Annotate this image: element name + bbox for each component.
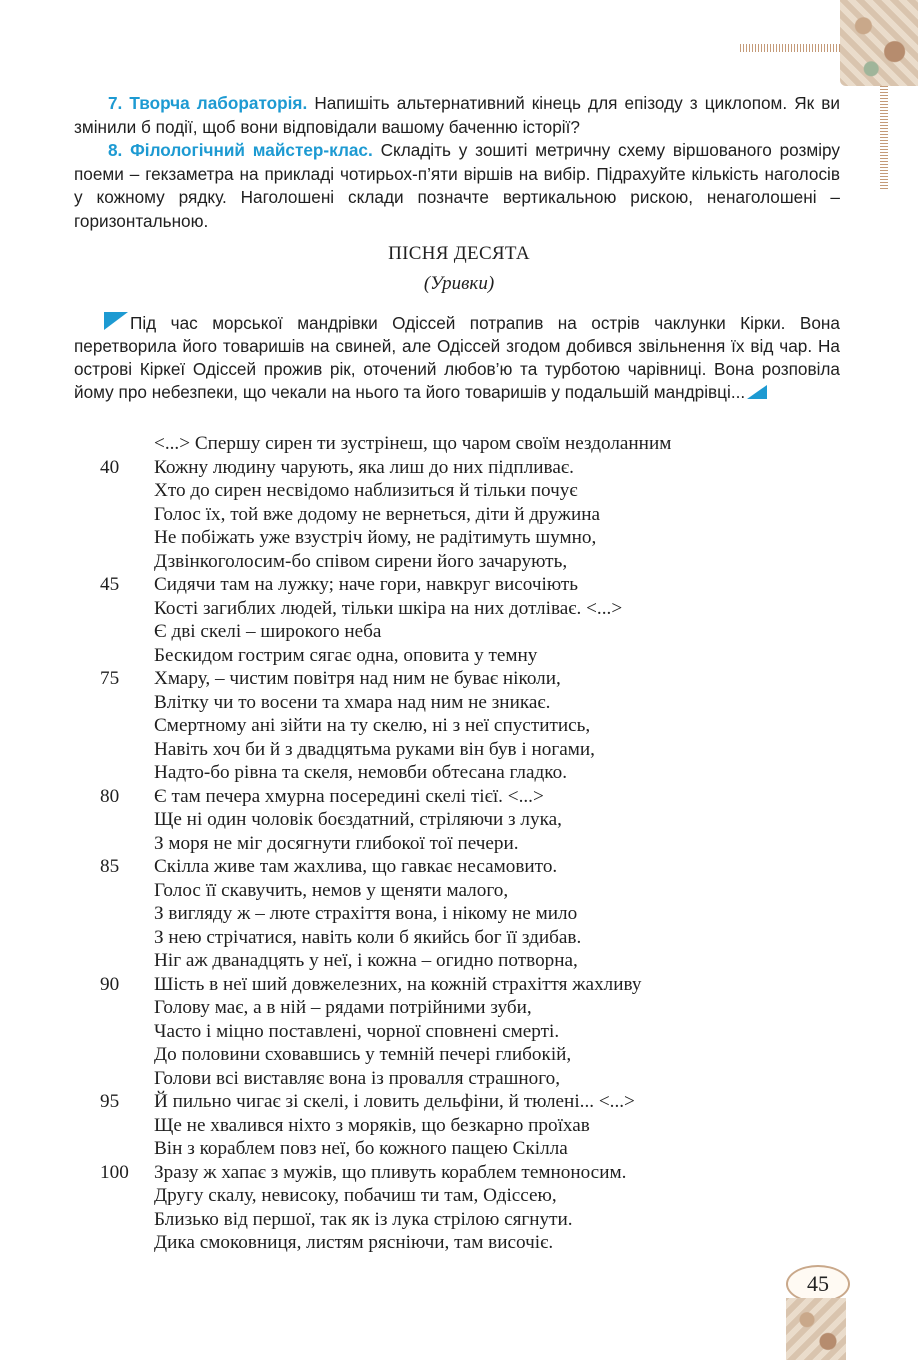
verse-line <box>100 1090 860 1114</box>
verse-line <box>100 432 860 456</box>
verse-number <box>100 738 154 762</box>
verse-number: 85 <box>100 856 120 877</box>
verse-number <box>100 1184 154 1208</box>
verse-number <box>100 691 154 715</box>
verse-line <box>100 808 860 832</box>
task-7 <box>74 92 840 139</box>
verse-text: Надто-бо рівна та скеля, немовби обтесана гладко. <box>154 762 567 783</box>
verse-text: Бескидом гострим сягає одна, оповита у темну <box>154 644 538 666</box>
verse-line <box>100 855 860 879</box>
verse-number: 75 <box>100 668 120 689</box>
verse-text: Дзвінкоголосим-бо співом сирени його зачарують, <box>154 550 568 572</box>
verse-line <box>100 1137 860 1161</box>
verse-text: Ніг аж дванадцять у неї, і кожна – огидно потворна, <box>154 950 578 971</box>
verse-text: Другу скалу, невисоку, побачиш ти там, Одіссею, <box>154 1185 557 1206</box>
intro-text: Під час морської мандрівки Одіссей потрапив на острів чаклунки Кірки. Вона перетворила його товаришів на свиней, але Одіссей згодом добився звільнення їх від чар. На острові Кіркеї Одіссей прожив рік, оточений любов’ю та турботою чарівниці. Вона розповіла йому про небезпеки, що чекали на нього та його товаришів у подальшій мандрівці... <box>74 313 840 402</box>
intro-paragraph <box>74 312 840 404</box>
task-7-title: 7. Творча лабораторія. <box>108 93 308 113</box>
verse-line <box>100 1208 860 1232</box>
verse-number <box>100 1020 154 1044</box>
verse-number: 90 <box>100 973 120 995</box>
verse-number <box>100 949 154 973</box>
verse-text: Смертному ані зійти на ту скелю, ні з неї спуститись, <box>154 715 591 736</box>
verse-line <box>100 1161 860 1185</box>
verse-line <box>100 620 860 644</box>
verse-line <box>100 1231 860 1255</box>
task-7-text: Напишіть альтернативний кінець для епізоду з циклопом. Як ви змінили б події, щоб вони відповідали вашому баченню історії? <box>74 93 840 137</box>
verse-text: Кожну людину чарують, яка лиш до них підпливає. <box>154 456 574 478</box>
verse-number <box>100 1137 154 1161</box>
verse-text: З моря не міг досягнути глибокої тої печери. <box>154 832 519 854</box>
verse-text: Голос її скавучить, немов у щеняти малого, <box>154 879 509 901</box>
verse-line <box>100 456 860 480</box>
tasks-block <box>74 92 840 233</box>
verse-number: 45 <box>100 574 120 595</box>
verse-text: До половини сховавшись у темній печері глибокій, <box>154 1044 572 1065</box>
verse-number <box>100 1231 154 1255</box>
verse-text: Влітку чи то восени та хмара над ним не зникає. <box>154 691 551 713</box>
verse-number: 40 <box>100 456 120 478</box>
intro-start-marker-icon <box>104 312 128 330</box>
verse-line <box>100 550 860 574</box>
verse-line <box>100 526 860 550</box>
verse-text: <...> Спершу сирен ти зустрінеш, що чаром своїм нездоланним <box>154 433 672 454</box>
verse-text: Не побіжать уже взустріч йому, не радітимуть шумно, <box>154 527 597 548</box>
verse-number <box>100 597 154 621</box>
verse-text: Зразу ж хапає з мужів, що пливуть кораблем темноносим. <box>154 1161 627 1183</box>
verse-line <box>100 1043 860 1067</box>
verse-line <box>100 503 860 527</box>
verse-number <box>100 620 154 644</box>
verse-text: Хмару, – чистим повітря над ним не буває ніколи, <box>154 668 561 689</box>
verse-text: Близько від першої, так як із лука стрілою сягнути. <box>154 1208 573 1230</box>
verse-number <box>100 550 154 574</box>
corner-ornament-bottom <box>786 1298 846 1360</box>
verse-line <box>100 1020 860 1044</box>
verse-text: Він з кораблем повз неї, бо кожного пащею Скілла <box>154 1138 568 1159</box>
verse-line <box>100 479 860 503</box>
verse-text: Голови всі виставляє вона із провалля страшного, <box>154 1067 561 1089</box>
verse-number <box>100 879 154 903</box>
verse-number <box>100 1067 154 1091</box>
verse-text: Шість в неї ший довжелезних, на кожній страхіття жахливу <box>154 973 642 995</box>
verse-number <box>100 1208 154 1232</box>
verse-number <box>100 761 154 785</box>
ornament-line-vertical <box>880 86 888 191</box>
ornament-line-horizontal <box>740 44 840 52</box>
verse-number <box>100 1043 154 1067</box>
verse-line <box>100 832 860 856</box>
verse-text: Ще не хвалився ніхто з моряків, що безкарно проїхав <box>154 1114 590 1136</box>
page-number: 45 <box>786 1265 850 1303</box>
verse-text: Дика смоковниця, листям рясніючи, там височіє. <box>154 1232 554 1253</box>
verse-number <box>100 644 154 668</box>
verse-text: Часто і міцно поставлені, чорної сповнені смерті. <box>154 1020 560 1042</box>
verse-line <box>100 714 860 738</box>
verse-number <box>100 808 154 832</box>
song-subtitle: (Уривки) <box>423 273 495 294</box>
task-8 <box>74 139 840 233</box>
verse-text: Навіть хоч би й з двадцятьма руками він був і ногами, <box>154 738 595 760</box>
verse-line <box>100 879 860 903</box>
verse-number <box>100 832 154 856</box>
verse-number <box>100 714 154 738</box>
corner-ornament-top <box>840 0 918 86</box>
verse-line <box>100 926 860 950</box>
verse-line <box>100 1184 860 1208</box>
verse-number <box>100 479 154 503</box>
verse-text: Кості загиблих людей, тільки шкіра на них дотліває. <...> <box>154 597 623 619</box>
verse-line <box>100 1114 860 1138</box>
verse-number: 100 <box>100 1161 129 1183</box>
verse-text: Голову має, а в ній – рядами потрійними зуби, <box>154 997 532 1018</box>
task-8-title: 8. Філологічний майстер-клас. <box>108 140 373 160</box>
task-8-text: Складіть у зошиті метричну схему віршованого розміру поеми – гекзаметра на прикладі чотирьох-п’яти віршів на вибір. Підрахуйте кількість наголосів у кожному рядку. Наголошені склади позначте вертикальною рискою, ненаголошені – горизонтальною. <box>74 140 840 231</box>
verse-text: Ще ні один чоловік боєздатний, стріляючи з лука, <box>154 809 562 830</box>
verse-line <box>100 738 860 762</box>
verse-line <box>100 761 860 785</box>
verse-line <box>100 667 860 691</box>
verse-number <box>100 503 154 527</box>
verse-line <box>100 949 860 973</box>
verse-line <box>100 644 860 668</box>
song-title: ПІСНЯ ДЕСЯТА <box>388 243 530 264</box>
verse-text: Сидячи там на лужку; наче гори, навкруг височіють <box>154 574 579 595</box>
verse-number <box>100 526 154 550</box>
verse-text: З нею стрічатися, навіть коли б якийсь бог її здибав. <box>154 926 582 948</box>
poem <box>100 432 860 1255</box>
verse-line <box>100 573 860 597</box>
verse-text: З вигляду ж – люте страхіття вона, і нікому не мило <box>154 903 578 924</box>
verse-number <box>100 432 154 456</box>
verse-line <box>100 996 860 1020</box>
verse-number <box>100 1114 154 1138</box>
verse-text: Хто до сирен несвідомо наблизиться й тільки почує <box>154 480 578 501</box>
verse-number <box>100 996 154 1020</box>
verse-text: Є дві скелі – широкого неба <box>154 621 382 642</box>
verse-number: 95 <box>100 1091 120 1112</box>
verse-number <box>100 902 154 926</box>
verse-text: Скілла живе там жахлива, що гавкає несамовито. <box>154 856 558 877</box>
verse-line <box>100 973 860 997</box>
verse-text: Є там печера хмурна посередині скелі тієї. <...> <box>154 785 544 807</box>
verse-line <box>100 1067 860 1091</box>
verse-text: Й пильно чигає зі скелі, і ловить дельфіни, й тюлені... <...> <box>154 1091 635 1112</box>
verse-line <box>100 691 860 715</box>
verse-line <box>100 597 860 621</box>
verse-number <box>100 926 154 950</box>
verse-number: 80 <box>100 785 120 807</box>
verse-line <box>100 785 860 809</box>
intro-end-marker-icon <box>747 385 767 399</box>
verse-text: Голос їх, той вже додому не вернеться, діти й дружина <box>154 503 601 525</box>
verse-line <box>100 902 860 926</box>
